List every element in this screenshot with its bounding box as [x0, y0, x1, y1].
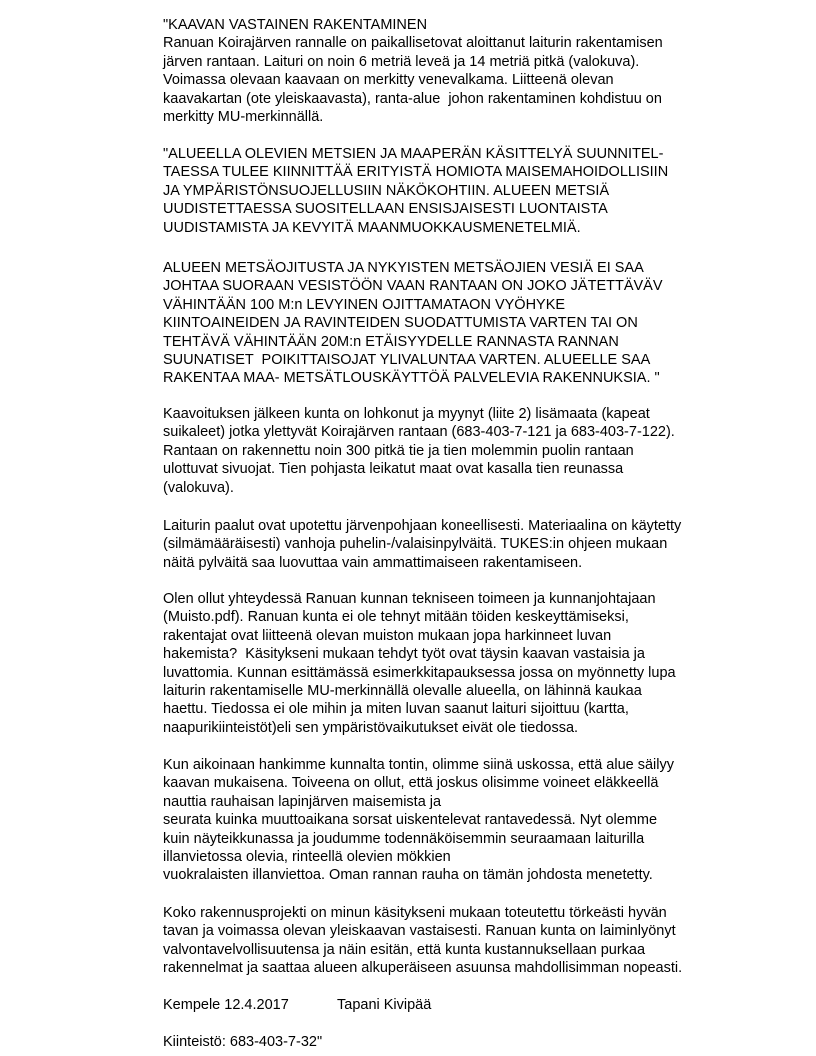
paragraph-quote-forest: "ALUEELLA OLEVIEN METSIEN JA MAAPERÄN KÄSITTELYÄ SUUNNITEL- TAESSA TULEE KIINNITTÄÄ ERITYISTÄ HOMIOTA MAISEMAHOIDOLLISIIN JA YMPÄRISTÖNSUOJELLUSIIN NÄKÖKOHTIIN. ALUEEN METSIÄ UUDISTETTAESSA SUOSITELLAAN ENSISJAISESTI LUONTAISTA UUDISTAMISTA JA KEVYITÄ MAANMUOKKAUSMENETELMIÄ. — [163, 146, 669, 236]
paragraph-conclusion: Koko rakennusprojekti on minun käsitykseni mukaan toteutettu törkeästi hyvän tavan ja voimassa olevan yleiskaavan vastaisesti. Ranuan kunta on laiminlyönyt valvontavelvollisuutensa ja näin esitän, että kunta kustannuksellaan purkaa rakennelmat ja saattaa alueen alkuperäiseen asuunsa mahdollisimman nopeasti. — [163, 905, 683, 977]
paragraph-heading-intro: "KAAVAN VASTAINEN RAKENTAMINEN Ranuan Koirajärven rannalle on paikallisetovat aloittanut laiturin rakentamisen järven rantaan. Laituri on noin 6 metriä leveä ja 14 metriä pitkä (valokuva). Voimassa olevaan kaavaan on merkitty venevalkama. Liitteenä olevan kaavakartan (ote yleiskaavasta), ranta-alue johon rakentaminen kohdistuu on merkitty MU-merkinnällä. — [163, 17, 663, 126]
paragraph-pier-piles: Laiturin paalut ovat upotettu järvenpohjaan koneellisesti. Materiaalina on käytetty (silmämääräisesti) vanhoja puhelin-/valaisinpylväitä. TUKES:in ohjeen mukaan näitä pylväitä saa luovuttaa vain ammattimaiseen rakentamiseen. — [163, 518, 682, 571]
paragraph-land-sale: Kaavoituksen jälkeen kunta on lohkonut ja myynyt (liite 2) lisämaata (kapeat suikaleet) jotka ylettyvät Koirajärven rantaan (683-403-7-121 ja 683-403-7-122). Rantaan on rakennettu noin 300 pitkä tie ja tien molemmin puolin rantaan ulottuvat sivuojat. Tien pohjasta leikatut maat ovat kasalla tien reunassa (valokuva). — [163, 406, 675, 496]
signature-place-date: Kempele 12.4.2017 — [163, 997, 289, 1013]
paragraph-personal-impact: Kun aikoinaan hankimme kunnalta tontin, olimme siinä uskossa, että alue säilyy kaavan mukaisena. Toiveena on ollut, että joskus olisimme voineet eläkkeellä nauttia rauhaisan lapinjärven maisemista ja seurata kuinka muuttoaikana sorsat uiskentelevat rantavedessä. Nyt olemme kuin näyteikkunassa ja joudumme todennäköisemmin seuraamaan laiturilla illanvietossa olevia, rinteellä olevien mökkien vuokralaisten illanviettoa. Oman rannan rauha on tämän johdosta menetetty. — [163, 757, 674, 884]
paragraph-quote-ditches: ALUEEN METSÄOJITUSTA JA NYKYISTEN METSÄOJIEN VESIÄ EI SAA JOHTAA SUORAAN VESISTÖÖN VAAN RANTAAN ON JOKO JÄTETTÄVÄV VÄHINTÄÄN 100 M:n LEVYINEN OJITTAMATAON VYÖHYKE KIINTOAINEIDEN JA RAVINTEIDEN SUODATTUMISTA VARTEN TAI ON TEHTÄVÄ VÄHINTÄÄN 20M:n ETÄISYYDELLE RANNASTA RANNAN SUUNATISET POIKITTAISOJAT YLIVALUNTAA VARTEN. ALUEELLE SAA RAKENTAA MAA- METSÄTLOUSKÄYTTÖÄ PALVELEVIA RAKENNUKSIA. " — [163, 260, 663, 387]
signature-name: Tapani Kivipää — [337, 997, 432, 1013]
property-id: Kiinteistö: 683-403-7-32" — [163, 1034, 323, 1050]
paragraph-municipality-contact: Olen ollut yhteydessä Ranuan kunnan tekniseen toimeen ja kunnanjohtajaan (Muisto.pdf). Ranuan kunta ei ole tehnyt mitään töiden keskeyttämiseksi, rakentajat ovat liitteenä olevan muiston mukaan jopa harkinneet luvan hakemista? Käsitykseni mukaan tehdyt työt ovat täysin kaavan vastaisia ja luvattomia. Kunnan esittämässä esimerkkitapauksessa jossa on myönnetty lupa laiturin rakentamiselle MU-merkinnällä olevalle alueella, on lähinnä kaukaa haettu. Tiedossa ei ole mihin ja miten luvan saanut laituri sijoittuu (kartta, naapurikiinteistöt)eli sen ympäristövaikutukset eivät ole tiedossa. — [163, 591, 676, 736]
